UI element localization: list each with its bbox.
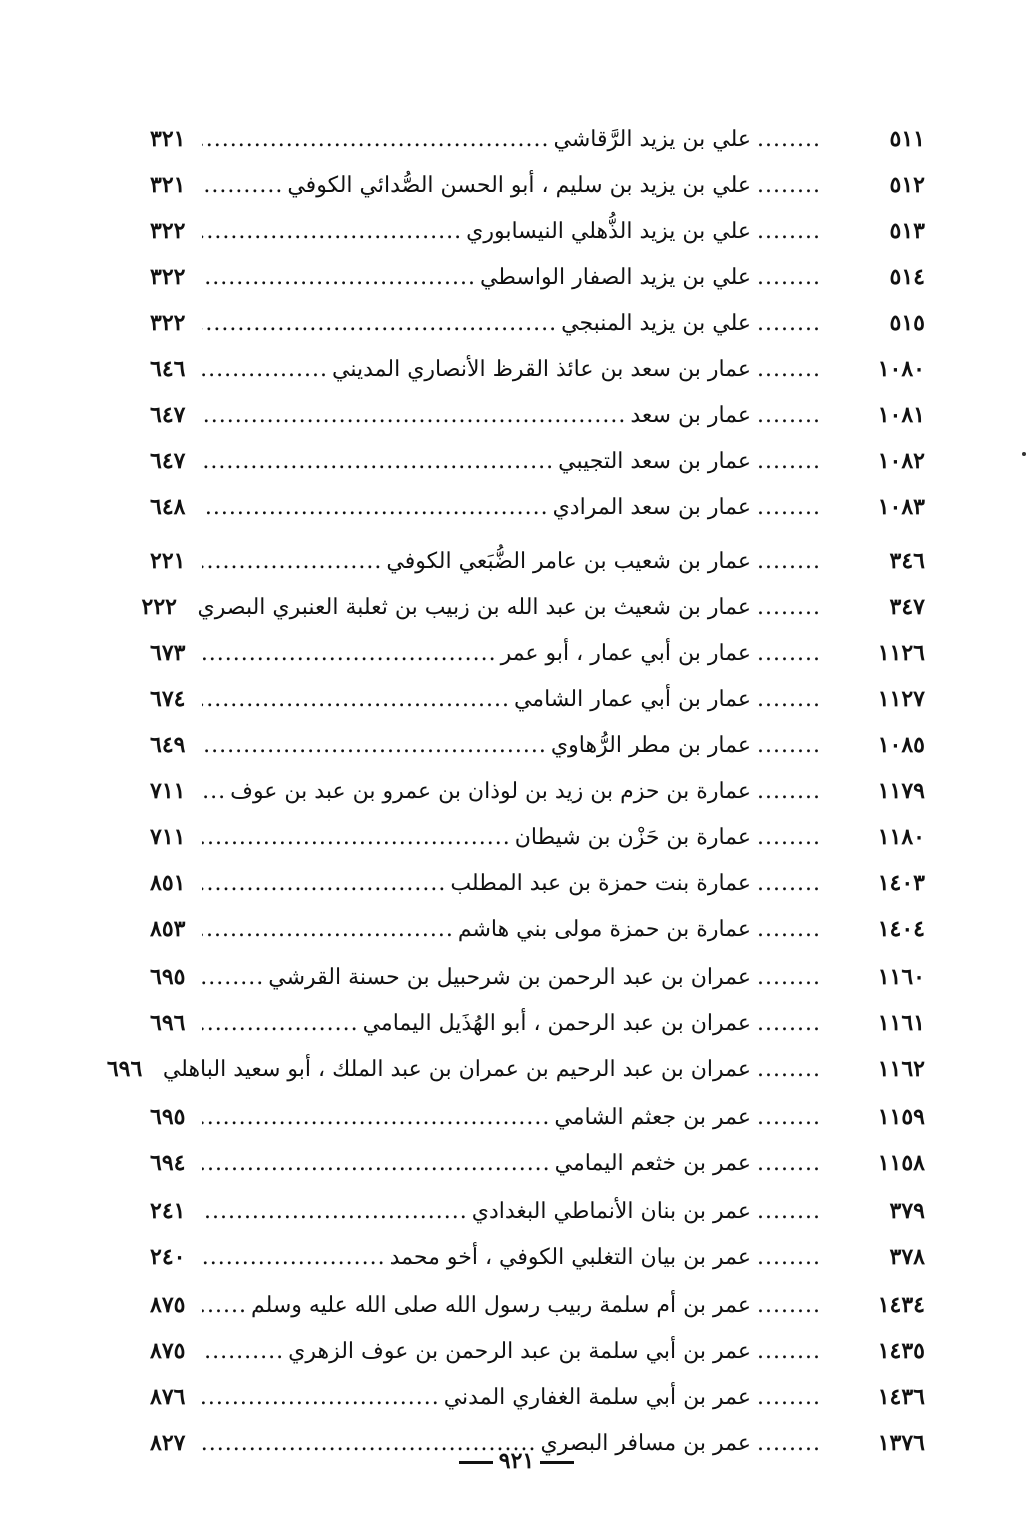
entry-page: ٢٤٠ bbox=[150, 1244, 186, 1270]
entry-page: ٦٩٦ bbox=[106, 1056, 143, 1082]
leader-dots: ........ bbox=[757, 917, 821, 942]
entry-number: ٥١٥ bbox=[889, 310, 925, 336]
index-entry bbox=[150, 1144, 925, 1190]
footer-dash-right bbox=[540, 1461, 574, 1464]
index-entry bbox=[150, 1332, 925, 1378]
leader-dots: ........ bbox=[757, 1057, 821, 1082]
leader-dots: ........ bbox=[757, 641, 821, 666]
entry-name: عمار بن أبي عمار الشامي bbox=[513, 687, 751, 712]
index-entry bbox=[150, 1004, 925, 1050]
entry-name: عمر بن أبي سلمة بن عبد الرحمن بن عوف الزهري bbox=[288, 1339, 751, 1364]
entry-page: ٨٧٦ bbox=[150, 1384, 186, 1410]
entry-number: ١٤٣٦ bbox=[877, 1384, 925, 1410]
leader-dots: ........ bbox=[757, 1385, 821, 1410]
entry-number: ١١٨٠ bbox=[877, 824, 925, 850]
leader-dots: ........ bbox=[757, 1431, 821, 1456]
entry-name: عمر بن أبي سلمة الغفاري المدني bbox=[443, 1385, 751, 1410]
fill-dots bbox=[202, 1099, 550, 1137]
entry-number: ٥١١ bbox=[889, 126, 925, 152]
index-entry bbox=[150, 958, 925, 1004]
fill-dots bbox=[202, 959, 264, 997]
entry-page: ٦٩٥ bbox=[150, 1104, 186, 1130]
entry-number: ١٣٧٦ bbox=[877, 1430, 925, 1456]
entry-number: ١١٦٠ bbox=[877, 964, 925, 990]
entry-number: ١١٥٩ bbox=[877, 1104, 925, 1130]
entry-number: ٣٤٧ bbox=[889, 594, 925, 620]
index-entry bbox=[150, 212, 925, 258]
entry-page: ٦٩٦ bbox=[150, 1010, 186, 1036]
fill-dots bbox=[202, 865, 446, 903]
fill-dots bbox=[202, 351, 328, 389]
leader-dots: ........ bbox=[757, 1105, 821, 1130]
entry-number: ١١٦١ bbox=[877, 1010, 925, 1036]
entry-page: ٧١١ bbox=[150, 778, 186, 804]
fill-dots bbox=[202, 1287, 247, 1325]
leader-dots: ........ bbox=[757, 687, 821, 712]
entry-number: ١٠٨١ bbox=[877, 402, 925, 428]
leader-dots: ........ bbox=[757, 965, 821, 990]
entry-number: ٥١٣ bbox=[889, 218, 925, 244]
leader-dots: ........ bbox=[757, 1293, 821, 1318]
margin-mark bbox=[1022, 452, 1026, 456]
leader-dots: ........ bbox=[757, 871, 821, 896]
entry-page: ٧١١ bbox=[150, 824, 186, 850]
index-entry bbox=[150, 634, 925, 680]
fill-dots bbox=[202, 1333, 284, 1371]
entry-name: عمر بن خثعم اليمامي bbox=[554, 1151, 751, 1176]
entry-page: ٦٩٤ bbox=[150, 1150, 186, 1176]
entry-number: ١١٢٦ bbox=[877, 640, 925, 666]
footer-page-number: ٩٢١ bbox=[498, 1448, 535, 1474]
entry-name: عمارة بن حمزة مولى بني هاشم bbox=[457, 917, 751, 942]
index-entry bbox=[150, 910, 925, 956]
entry-page: ٦٤٦ bbox=[150, 356, 186, 382]
entry-page: ٨٥٣ bbox=[150, 916, 186, 942]
leader-dots: ........ bbox=[757, 779, 821, 804]
entry-number: ١٠٨٣ bbox=[877, 494, 925, 520]
entry-page: ٨٧٥ bbox=[150, 1292, 186, 1318]
entry-name: علي بن يزيد بن سليم ، أبو الحسن الصُّدائي الكوفي bbox=[287, 173, 751, 198]
fill-dots bbox=[202, 1145, 551, 1183]
entry-number: ٥١٤ bbox=[889, 264, 925, 290]
index-entry bbox=[150, 304, 925, 350]
leader-dots: ........ bbox=[757, 595, 821, 620]
entry-name: عمار بن شعيب بن عامر الضُّبَعي الكوفي bbox=[386, 549, 751, 574]
index-list bbox=[106, 120, 925, 1470]
entry-number: ١٠٨٥ bbox=[877, 732, 925, 758]
entry-name: علي بن يزيد الرَّقاشي bbox=[553, 127, 751, 152]
leader-dots: ........ bbox=[757, 1245, 821, 1270]
entry-page: ٨٧٥ bbox=[150, 1338, 186, 1364]
entry-name: عمران بن عبد الرحمن بن شرحبيل بن حسنة القرشي bbox=[268, 965, 751, 990]
entry-name: عمار بن مطر الرُّهاوي bbox=[550, 733, 751, 758]
index-entry bbox=[150, 350, 925, 396]
entry-name: عمارة بن حَزْن بن شيطان bbox=[514, 825, 751, 850]
entry-name: عمر بن بيان التغلبي الكوفي ، أخو محمد bbox=[389, 1245, 751, 1270]
index-entry bbox=[150, 542, 925, 588]
leader-dots: ........ bbox=[757, 1339, 821, 1364]
entry-number: ١١٧٩ bbox=[877, 778, 925, 804]
entry-name: عمران بن عبد الرحمن ، أبو الهُذَيل اليمامي bbox=[362, 1011, 751, 1036]
entry-number: ١١٥٨ bbox=[877, 1150, 925, 1176]
entry-number: ١٠٨٢ bbox=[877, 448, 925, 474]
entry-page: ٣٢٢ bbox=[150, 218, 186, 244]
index-entry bbox=[150, 864, 925, 910]
leader-dots: ........ bbox=[757, 173, 821, 198]
fill-dots bbox=[202, 1193, 468, 1231]
index-entry bbox=[150, 772, 925, 818]
index-entry bbox=[141, 588, 925, 634]
entry-page: ٢٤١ bbox=[150, 1198, 186, 1224]
leader-dots: ........ bbox=[757, 1011, 821, 1036]
leader-dots: ........ bbox=[757, 265, 821, 290]
entry-number: ٣٤٦ bbox=[889, 548, 925, 574]
fill-dots bbox=[202, 121, 550, 159]
entry-name: عمارة بنت حمزة بن عبد المطلب bbox=[450, 871, 751, 896]
leader-dots: ........ bbox=[757, 403, 821, 428]
entry-number: ١٤٣٤ bbox=[877, 1292, 925, 1318]
leader-dots: ........ bbox=[757, 219, 821, 244]
entry-page: ٣٢١ bbox=[150, 172, 186, 198]
entry-number: ٣٧٩ bbox=[889, 1198, 925, 1224]
entry-page: ٦٧٤ bbox=[150, 686, 186, 712]
fill-dots bbox=[202, 443, 554, 481]
leader-dots: ........ bbox=[757, 1199, 821, 1224]
entry-page: ٢٢٢ bbox=[141, 594, 177, 620]
index-entry bbox=[150, 442, 925, 488]
entry-page: ٦٤٧ bbox=[150, 402, 186, 428]
entry-page: ٣٢٢ bbox=[150, 310, 186, 336]
entry-page: ٨٢٧ bbox=[150, 1430, 186, 1456]
index-entry bbox=[150, 488, 925, 534]
entry-page: ٦٤٨ bbox=[150, 494, 186, 520]
entry-name: عمر بن أم سلمة ربيب رسول الله صلى الله عليه وسلم bbox=[250, 1293, 751, 1318]
leader-dots: ........ bbox=[757, 733, 821, 758]
leader-dots: ........ bbox=[757, 1151, 821, 1176]
entry-number: ١١٦٢ bbox=[877, 1056, 925, 1082]
entry-name: عمار بن أبي عمار ، أبو عمر bbox=[500, 641, 751, 666]
entry-name: عمران بن عبد الرحيم بن عمران بن عبد الملك ، أبو سعيد الباهلي bbox=[162, 1057, 751, 1082]
index-entry bbox=[150, 1098, 925, 1144]
fill-dots bbox=[202, 259, 476, 297]
fill-dots bbox=[202, 489, 549, 527]
leader-dots: ........ bbox=[757, 825, 821, 850]
entry-page: ٢٢١ bbox=[150, 548, 186, 574]
index-entry bbox=[150, 680, 925, 726]
entry-name: عمار بن شعيث بن عبد الله بن زبيب بن ثعلبة العنبري البصري bbox=[197, 595, 751, 620]
entry-name: علي بن يزيد المنبجي bbox=[561, 311, 751, 336]
entry-name: عمر بن مسافر البصري bbox=[540, 1431, 751, 1456]
fill-dots bbox=[202, 1005, 359, 1043]
index-entry bbox=[106, 1050, 925, 1096]
entry-page: ٦٤٩ bbox=[150, 732, 186, 758]
entry-page: ٣٢٢ bbox=[150, 264, 186, 290]
index-entry bbox=[150, 1286, 925, 1332]
fill-dots bbox=[202, 727, 547, 765]
leader-dots: ........ bbox=[757, 357, 821, 382]
fill-dots bbox=[202, 681, 510, 719]
entry-number: ١٤٠٣ bbox=[877, 870, 925, 896]
entry-name: عمار بن سعد بن عائذ القرظ الأنصاري المديني bbox=[332, 357, 751, 382]
index-entry bbox=[150, 166, 925, 212]
entry-page: ٨٥١ bbox=[150, 870, 186, 896]
fill-dots bbox=[202, 543, 382, 581]
leader-dots: ........ bbox=[757, 549, 821, 574]
index-entry bbox=[150, 818, 925, 864]
fill-dots bbox=[202, 1239, 386, 1277]
page-footer bbox=[0, 1448, 1033, 1474]
fill-dots bbox=[202, 397, 626, 435]
fill-dots bbox=[202, 305, 557, 343]
entry-name: عمار بن سعد التجيبي bbox=[558, 449, 751, 474]
fill-dots bbox=[202, 167, 283, 205]
entry-name: عمار بن سعد المرادي bbox=[552, 495, 751, 520]
index-entry bbox=[150, 258, 925, 304]
leader-dots: ........ bbox=[757, 311, 821, 336]
fill-dots bbox=[202, 911, 454, 949]
fill-dots bbox=[202, 1379, 440, 1417]
entry-number: ١٠٨٠ bbox=[877, 356, 925, 382]
fill-dots bbox=[202, 819, 511, 857]
leader-dots: ........ bbox=[757, 495, 821, 520]
entry-page: ٣٢١ bbox=[150, 126, 186, 152]
entry-number: ٥١٢ bbox=[889, 172, 925, 198]
fill-dots bbox=[202, 213, 462, 251]
entry-number: ١١٢٧ bbox=[877, 686, 925, 712]
entry-name: عمر بن جعثم الشامي bbox=[554, 1105, 751, 1130]
entry-page: ٦٧٣ bbox=[150, 640, 186, 666]
entry-number: ٣٧٨ bbox=[889, 1244, 925, 1270]
leader-dots: ........ bbox=[757, 127, 821, 152]
index-entry bbox=[150, 1378, 925, 1424]
footer-dash-left bbox=[459, 1461, 493, 1464]
fill-dots bbox=[202, 773, 226, 811]
index-entry bbox=[150, 396, 925, 442]
entry-page: ٦٤٧ bbox=[150, 448, 186, 474]
index-entry bbox=[150, 1192, 925, 1238]
fill-dots bbox=[202, 635, 497, 673]
index-entry bbox=[150, 726, 925, 772]
entry-name: علي بن يزيد الصفار الواسطي bbox=[480, 265, 751, 290]
entry-number: ١٤٣٥ bbox=[877, 1338, 925, 1364]
entry-name: عمارة بن حزم بن زيد بن لوذان بن عمرو بن عبد بن عوف bbox=[230, 779, 751, 804]
leader-dots: ........ bbox=[757, 449, 821, 474]
entry-name: علي بن يزيد الذُّهلي النيسابوري bbox=[466, 219, 751, 244]
index-entry bbox=[150, 120, 925, 166]
entry-number: ١٤٠٤ bbox=[877, 916, 925, 942]
index-entry bbox=[150, 1238, 925, 1284]
entry-name: عمر بن بنان الأنماطي البغدادي bbox=[471, 1199, 751, 1224]
entry-page: ٦٩٥ bbox=[150, 964, 186, 990]
entry-name: عمار بن سعد bbox=[630, 403, 751, 428]
